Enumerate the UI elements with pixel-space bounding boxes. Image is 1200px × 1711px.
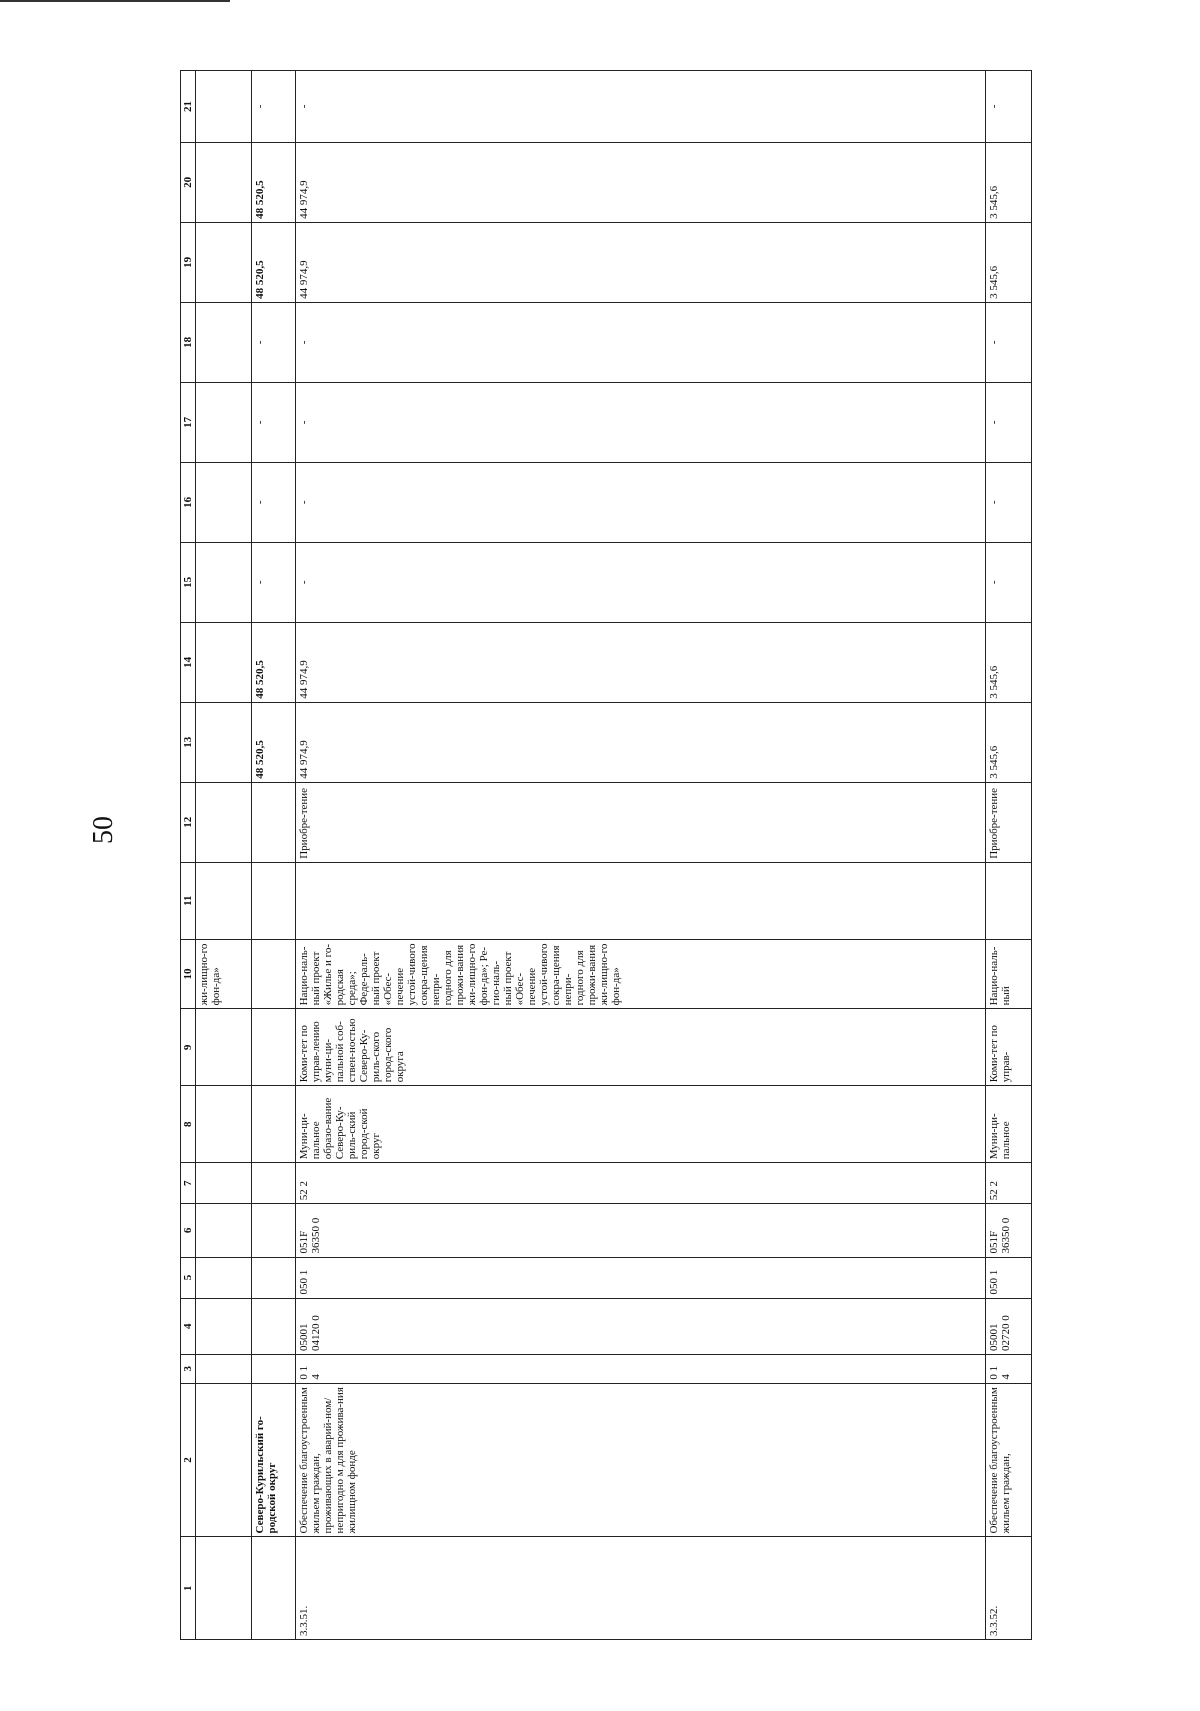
table-cell: 3.3.51. xyxy=(296,1537,986,1640)
header-cell: 5 xyxy=(181,1257,196,1298)
table-cell: 3.3.52. xyxy=(986,1537,1032,1640)
header-cell: 4 xyxy=(181,1298,196,1354)
header-cell: 11 xyxy=(181,862,196,939)
table-cell: 050 1 xyxy=(986,1257,1032,1298)
table-cell: 48 520,5 xyxy=(252,622,296,702)
header-cell: 20 xyxy=(181,142,196,222)
table-cell: Нацио-наль-ный проект «Жилье и го-родская среда»; Феде-раль-ный проект «Обес-печение устой-чивого сокра-щения непри-годного для прожи-вания жи-лищно-го фон-да»; Ре-гио-наль-ный проект «Обес-печение устой-чивого сокра-щения непри-годного для прожи-вания жи-лищно-го фон-да» xyxy=(296,939,986,1009)
table-cell: Обеспечение благоустроенным жильем граждан, xyxy=(986,1383,1032,1537)
municipality-name: Северо-Курильский го-родской округ xyxy=(252,1383,296,1537)
table-cell: 44 974,9 xyxy=(296,142,986,222)
table-cell: Обеспечение благоустроенным жильем граждан, проживающих в аварий-ном/непригодно м для прожива-ния жилищном фонде xyxy=(296,1383,986,1537)
table-cell: - xyxy=(252,462,296,542)
budget-table xyxy=(180,70,1032,1640)
header-cell: 14 xyxy=(181,622,196,702)
table-cell: - xyxy=(252,382,296,462)
table-cell: 48 520,5 xyxy=(252,702,296,782)
table-cell: Муни-ци-пальное xyxy=(986,1086,1032,1163)
table-cell: Приобре-тение xyxy=(296,782,986,862)
table-cell: - xyxy=(986,542,1032,622)
table-cell: 3 545,6 xyxy=(986,142,1032,222)
rotated-table-wrapper xyxy=(180,70,1200,1636)
table-cell: - xyxy=(296,302,986,382)
table-row xyxy=(986,71,1032,1640)
table-row xyxy=(296,71,986,1640)
header-cell: 9 xyxy=(181,1009,196,1086)
header-cell: 12 xyxy=(181,782,196,862)
table-cell: - xyxy=(296,71,986,143)
table-cell: 051F 36350 0 xyxy=(296,1204,986,1257)
table-cell: - xyxy=(986,462,1032,542)
table-cell: 52 2 xyxy=(986,1163,1032,1204)
header-row xyxy=(181,71,196,1640)
table-cell: Приобре-тение xyxy=(986,782,1032,862)
header-cell: 13 xyxy=(181,702,196,782)
table-cell: 44 974,9 xyxy=(296,622,986,702)
table-cell: - xyxy=(986,71,1032,143)
header-cell: 6 xyxy=(181,1204,196,1257)
header-cell: 15 xyxy=(181,542,196,622)
header-cell: 18 xyxy=(181,302,196,382)
table-cell: 05001 04120 0 xyxy=(296,1298,986,1354)
table-cell: - xyxy=(986,382,1032,462)
table-cell: Коми-тет по управ-лению муни-ци-пальной соб-ствен-ностью Северо-Ку-риль-ского город-ского округа xyxy=(296,1009,986,1086)
table-cell: - xyxy=(296,542,986,622)
table-cell: 48 520,5 xyxy=(252,222,296,302)
table-cell: - xyxy=(986,302,1032,382)
table-cell: - xyxy=(296,382,986,462)
header-cell: 3 xyxy=(181,1354,196,1383)
table-cell: 0 1 4 xyxy=(296,1354,986,1383)
table-cell xyxy=(986,862,1032,939)
header-cell: 7 xyxy=(181,1163,196,1204)
header-cell: 21 xyxy=(181,71,196,143)
rotated-table-content xyxy=(180,70,1200,1640)
table-cell: 48 520,5 xyxy=(252,142,296,222)
table-cell: 3 545,6 xyxy=(986,222,1032,302)
table-cell: 3 545,6 xyxy=(986,622,1032,702)
table-cell: - xyxy=(252,302,296,382)
table-cell: Муни-ци-пальное образо-вание Северо-Ку-риль-ский город-ской округ xyxy=(296,1086,986,1163)
table-cell: - xyxy=(252,71,296,143)
table-row-total xyxy=(252,71,296,1640)
header-cell: 17 xyxy=(181,382,196,462)
table-cell: Коми-тет по управ- xyxy=(986,1009,1032,1086)
table-cell: 0 1 4 xyxy=(986,1354,1032,1383)
table-cell: 52 2 xyxy=(296,1163,986,1204)
table-cell: - xyxy=(252,542,296,622)
header-cell: 1 xyxy=(181,1537,196,1640)
table-cell: 3 545,6 xyxy=(986,702,1032,782)
table-cell: 050 1 xyxy=(296,1257,986,1298)
header-cell: 16 xyxy=(181,462,196,542)
header-cell: 8 xyxy=(181,1086,196,1163)
table-cell xyxy=(296,862,986,939)
header-cell: 19 xyxy=(181,222,196,302)
page-number: 50 xyxy=(88,816,119,844)
table-cell: 05001 02720 0 xyxy=(986,1298,1032,1354)
header-cell: 10 xyxy=(181,939,196,1009)
table-row xyxy=(196,71,252,1640)
table-cell: жи-лищно-го фон-да» xyxy=(196,939,252,1009)
scan-edge-line xyxy=(0,0,230,2)
table-cell: 44 974,9 xyxy=(296,702,986,782)
header-cell: 2 xyxy=(181,1383,196,1537)
table-cell: 051F 36350 0 xyxy=(986,1204,1032,1257)
table-cell: Нацио-наль-ный xyxy=(986,939,1032,1009)
table-cell: 44 974,9 xyxy=(296,222,986,302)
table-cell: - xyxy=(296,462,986,542)
